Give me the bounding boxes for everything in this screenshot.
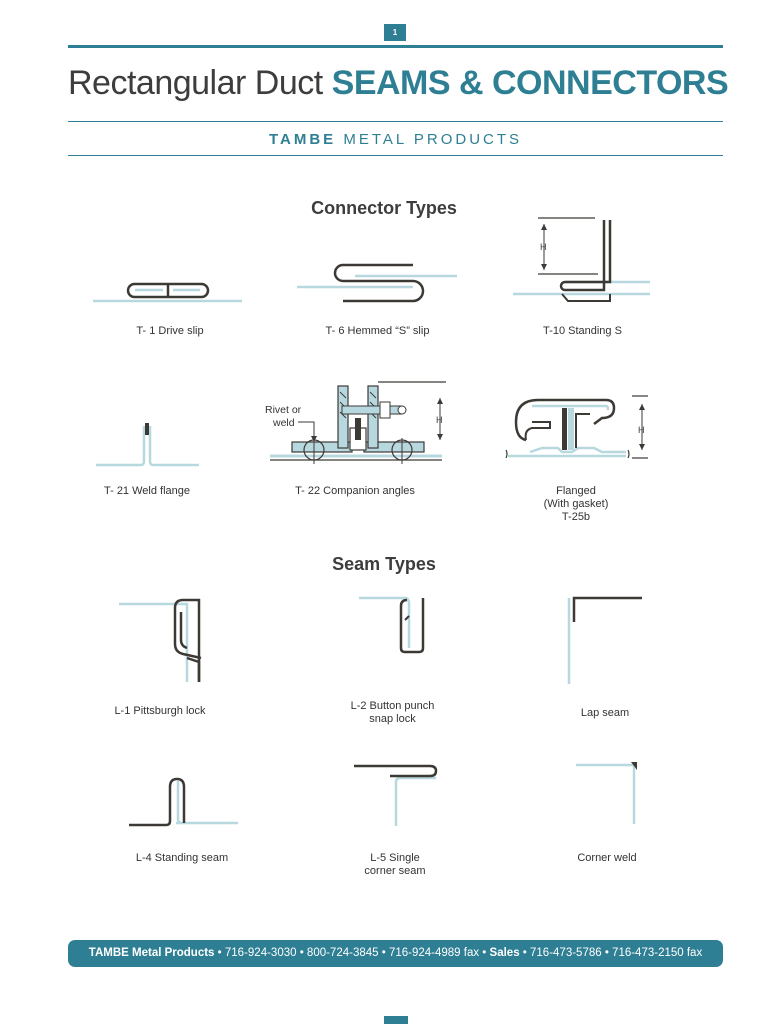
seam-types-heading: Seam Types	[332, 554, 436, 574]
lap-seam-diagram	[562, 592, 647, 687]
t25b-dim-h: H	[638, 425, 645, 435]
bottom-page-tab	[384, 1016, 408, 1024]
l5-label-line1: L-5 Single	[370, 852, 420, 864]
l2-label	[330, 700, 455, 726]
t22-callout-line2: weld	[273, 417, 295, 429]
l2-label-line1: L-2 Button punch	[350, 700, 435, 712]
footer-company: TAMBE Metal Products	[88, 947, 215, 959]
l5-label-line2: corner seam	[364, 865, 426, 877]
title-light: Rectangular Duct	[68, 64, 323, 102]
t22-companion-angles-diagram	[262, 378, 452, 470]
corner-weld-label: Corner weld	[577, 852, 637, 864]
l1-pittsburgh-lock-diagram	[115, 592, 215, 687]
t1-drive-slip-diagram	[90, 270, 250, 320]
t25b-label	[516, 485, 636, 524]
t25b-label-line3: T-25b	[561, 511, 591, 523]
t6-label: T- 6 Hemmed “S” slip	[325, 325, 430, 337]
t25b-label-line2: (With gasket)	[543, 498, 609, 510]
corner-weld-diagram	[572, 758, 647, 830]
t21-label: T- 21 Weld flange	[103, 485, 190, 497]
connector-types-heading: Connector Types	[311, 198, 457, 218]
t22-label: T- 22 Companion angles	[295, 485, 415, 497]
footer-sales-label: Sales	[489, 947, 520, 959]
t10-label: T-10 Standing S	[543, 325, 622, 337]
t1-label: T- 1 Drive slip	[136, 325, 204, 337]
footer-contact-bar	[68, 940, 723, 967]
page-title	[68, 64, 728, 103]
title-bold: SEAMS & CONNECTORS	[331, 64, 729, 102]
footer-phones: • 716-924-3030 • 800-724-3845 • 716-924-4989 fax •	[214, 947, 490, 959]
l2-label-line2: snap lock	[369, 713, 416, 725]
l1-label: L-1 Pittsburgh lock	[114, 705, 206, 717]
lap-seam-label: Lap seam	[580, 707, 630, 719]
l2-button-punch-diagram	[355, 592, 435, 657]
t21-weld-flange-diagram	[92, 418, 207, 473]
t25b-label-line1: Flanged	[556, 485, 596, 497]
l5-single-corner-seam-diagram	[350, 758, 445, 830]
t22-callout-line1: Rivet or	[265, 404, 302, 416]
t6-hemmed-s-slip-diagram	[295, 258, 465, 310]
subtitle-brand: TAMBE	[268, 131, 337, 148]
page-number-badge: 1	[384, 24, 406, 41]
l4-standing-seam-diagram	[126, 773, 241, 831]
subtitle-rule-top	[68, 121, 723, 122]
subtitle-rule-bottom	[68, 155, 723, 156]
company-subtitle	[68, 131, 723, 148]
l4-label: L-4 Standing seam	[135, 852, 229, 864]
subtitle-rest: METAL PRODUCTS	[343, 131, 523, 148]
footer-sales-phones: • 716-473-5786 • 716-473-2150 fax	[519, 947, 703, 959]
t25b-flanged-gasket-diagram	[502, 392, 662, 472]
header-rule	[68, 45, 723, 48]
t10-standing-s-diagram	[510, 212, 655, 307]
t10-dim-h: H	[540, 242, 547, 252]
t22-dim-h: H	[436, 415, 443, 425]
l5-label	[335, 852, 455, 878]
